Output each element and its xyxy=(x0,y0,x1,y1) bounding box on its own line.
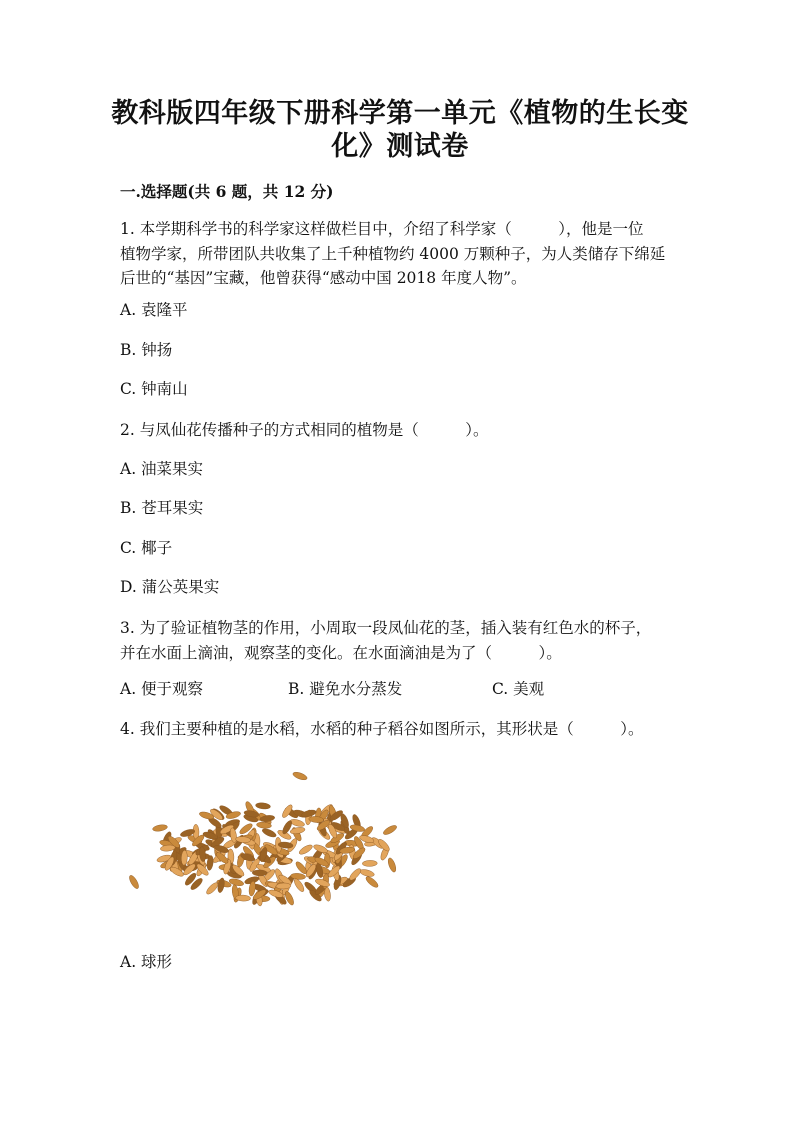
rice-grains-image xyxy=(122,770,407,910)
option-1c: C. 钟南山 xyxy=(120,380,188,398)
rice-grain xyxy=(292,771,308,782)
rice-grain xyxy=(298,843,314,856)
option-4a: A. 球形 xyxy=(120,953,173,971)
question-text-line: 并在水面上滴油，观察茎的变化。在水面滴油是为了（ ）。 xyxy=(120,643,562,662)
question-text-line: 植物学家，所带团队共收集了上千种植物约 4000 万颗种子，为人类储存下绵延 xyxy=(120,244,666,263)
option-3b: B. 避免水分蒸发 xyxy=(288,680,403,698)
rice-grain xyxy=(290,826,306,835)
option-3c: C. 美观 xyxy=(492,680,545,698)
question-text-line: 2. 与凤仙花传播种子的方式相同的植物是（ ）。 xyxy=(120,421,489,439)
document-title-line-1: 教科版四年级下册科学第一单元《植物的生长变 xyxy=(111,98,689,129)
rice-grain xyxy=(128,874,141,890)
question-2 xyxy=(120,418,680,443)
question-text-line: 4. 我们主要种植的是水稻，水稻的种子稻谷如图所示，其形状是（ ）。 xyxy=(120,720,644,738)
question-1 xyxy=(120,217,680,291)
option-1b: B. 钟扬 xyxy=(120,341,173,359)
rice-grain xyxy=(261,827,277,839)
question-3 xyxy=(120,616,680,665)
rice-grain xyxy=(255,802,271,810)
rice-grain xyxy=(362,860,377,866)
rice-grain xyxy=(382,824,398,837)
rice-grain xyxy=(387,857,398,873)
option-3a: A. 便于观察 xyxy=(120,680,204,698)
section-heading: 一.选择题(共 6 题，共 12 分) xyxy=(120,182,334,201)
rice-grain xyxy=(152,824,168,833)
option-2d: D. 蒲公英果实 xyxy=(120,578,220,596)
option-2c: C. 椰子 xyxy=(120,539,173,557)
question-text-line: 3. 为了验证植物茎的作用，小周取一段凤仙花的茎，插入装有红色水的杯子， xyxy=(120,619,652,637)
question-4 xyxy=(120,717,680,742)
rice-grain xyxy=(359,868,375,878)
rice-grain xyxy=(205,881,220,896)
question-text-line: 1. 本学期科学书的科学家这样做栏目中，介绍了科学家（ ），他是一位 xyxy=(120,220,644,238)
question-text-line: 后世的“基因”宝藏，他曾获得“感动中国 2018 年度人物”。 xyxy=(120,269,527,287)
option-2b: B. 苍耳果实 xyxy=(120,499,204,517)
rice-grain xyxy=(252,870,267,876)
option-2a: A. 油菜果实 xyxy=(120,460,204,478)
document-title-line-2: 化》测试卷 xyxy=(331,131,469,162)
rice-grain xyxy=(364,875,379,889)
option-1a: A. 袁隆平 xyxy=(120,301,188,319)
